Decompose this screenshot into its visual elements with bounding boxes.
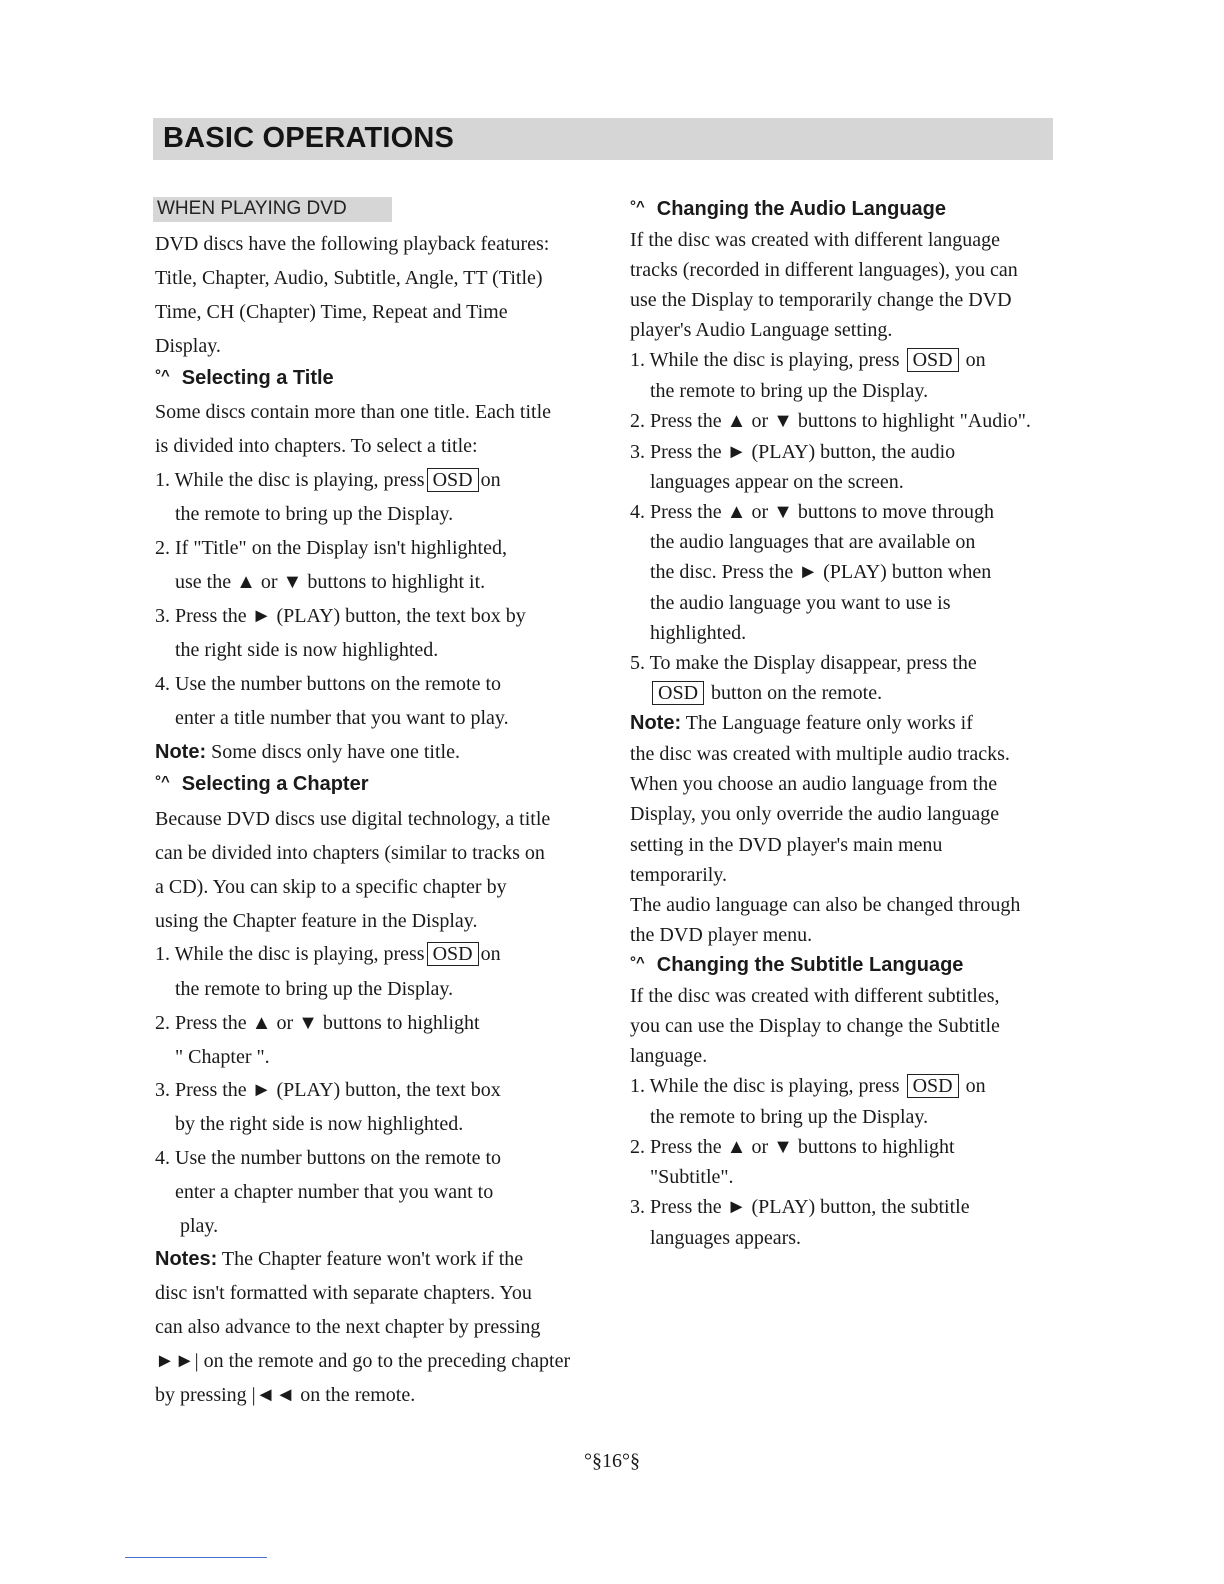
selecting-title-heading: °^ Selecting a Title xyxy=(155,367,334,389)
audio-note-line: The audio language can also be changed through xyxy=(630,894,1021,916)
section-tag-label: WHEN PLAYING DVD xyxy=(157,198,347,219)
osd-key: OSD xyxy=(907,1074,959,1098)
audio-step-4: 4. Press the ▲ or ▼ buttons to move through xyxy=(630,501,995,523)
osd-key: OSD xyxy=(427,942,479,966)
subtitle-step-3: 3. Press the ► (PLAY) button, the subtitle xyxy=(630,1196,970,1218)
section-tag xyxy=(153,197,392,222)
audio-language-heading: °^ Changing the Audio Language xyxy=(630,198,947,220)
chapter-step-line: enter a chapter number that you want to xyxy=(175,1181,494,1203)
audio-body-line: player's Audio Language setting. xyxy=(630,319,893,341)
title-body-line: is divided into chapters. To select a title: xyxy=(155,435,478,457)
subtitle-body-line: you can use the Display to change the Subtitle xyxy=(630,1015,1000,1037)
audio-note-line: When you choose an audio language from the xyxy=(630,773,998,795)
audio-step-2: 2. Press the ▲ or ▼ buttons to highlight "Audio". xyxy=(630,410,1031,432)
chapter-step-line: play. xyxy=(180,1215,219,1237)
title-step-1: 1. While the disc is playing, press OSD on xyxy=(155,469,501,491)
audio-step-line: highlighted. xyxy=(650,622,747,644)
audio-body-line: If the disc was created with different language xyxy=(630,229,1001,251)
title-body-line: Some discs contain more than one title. Each title xyxy=(155,401,552,423)
heading-bullet-icon: °^ xyxy=(630,198,645,215)
audio-note-line: the DVD player menu. xyxy=(630,924,813,946)
audio-step-line: OSD button on the remote. xyxy=(650,681,882,705)
chapter-step-1: 1. While the disc is playing, press OSD on xyxy=(155,943,501,965)
chapter-step-4: 4. Use the number buttons on the remote to xyxy=(155,1147,502,1169)
chapter-body-line: can be divided into chapters (similar to tracks on xyxy=(155,842,545,864)
chapter-step-line: by the right side is now highlighted. xyxy=(175,1113,464,1135)
audio-note: Note: The Language feature only works if xyxy=(630,712,973,734)
title-step-4: 4. Use the number buttons on the remote to xyxy=(155,673,502,695)
subtitle-body-line: If the disc was created with different subtitles, xyxy=(630,985,1000,1007)
title-step-line: the right side is now highlighted. xyxy=(175,639,439,661)
subtitle-language-heading: °^ Changing the Subtitle Language xyxy=(630,954,964,976)
chapter-notes-line: ►►| on the remote and go to the preceding chapter xyxy=(155,1350,571,1372)
chapter-step-line: " Chapter ". xyxy=(175,1046,270,1068)
audio-note-line: Display, you only override the audio language xyxy=(630,803,1000,825)
title-step-line: the remote to bring up the Display. xyxy=(175,503,454,525)
osd-key: OSD xyxy=(427,468,479,492)
title-step-line: use the ▲ or ▼ buttons to highlight it. xyxy=(175,571,486,593)
audio-body-line: tracks (recorded in different languages), you can xyxy=(630,259,1018,281)
chapter-notes-line: by pressing |◄◄ on the remote. xyxy=(155,1384,416,1406)
chapter-step-line: the remote to bring up the Display. xyxy=(175,978,454,1000)
bottom-rule xyxy=(125,1557,267,1558)
chapter-step-3: 3. Press the ► (PLAY) button, the text box xyxy=(155,1079,501,1101)
osd-key: OSD xyxy=(907,348,959,372)
heading-bullet-icon: °^ xyxy=(155,773,170,790)
intro-line: DVD discs have the following playback features: xyxy=(155,233,550,255)
subtitle-step-line: "Subtitle". xyxy=(650,1166,734,1188)
audio-step-3: 3. Press the ► (PLAY) button, the audio xyxy=(630,441,956,463)
audio-step-5: 5. To make the Display disappear, press the xyxy=(630,652,977,674)
subtitle-step-line: languages appears. xyxy=(650,1227,802,1249)
page-number: °§16°§ xyxy=(584,1450,640,1472)
audio-step-line: the audio languages that are available on xyxy=(650,531,976,553)
header-bar xyxy=(153,118,1053,160)
title-step-2: 2. If "Title" on the Display isn't highlighted, xyxy=(155,537,507,559)
selecting-chapter-heading: °^ Selecting a Chapter xyxy=(155,773,369,795)
audio-note-line: setting in the DVD player's main menu xyxy=(630,834,943,856)
audio-step-line: the remote to bring up the Display. xyxy=(650,380,929,402)
intro-line: Title, Chapter, Audio, Subtitle, Angle, TT (Title) xyxy=(155,267,543,289)
subtitle-body-line: language. xyxy=(630,1045,708,1067)
chapter-notes-line: disc isn't formatted with separate chapters. You xyxy=(155,1282,532,1304)
title-step-line: enter a title number that you want to play. xyxy=(175,707,509,729)
chapter-body-line: using the Chapter feature in the Display. xyxy=(155,910,478,932)
heading-bullet-icon: °^ xyxy=(155,367,170,384)
intro-line: Display. xyxy=(155,335,221,357)
osd-key: OSD xyxy=(652,681,704,705)
chapter-body-line: a CD). You can skip to a specific chapter by xyxy=(155,876,507,898)
page-title: BASIC OPERATIONS xyxy=(163,122,455,154)
audio-step-line: languages appear on the screen. xyxy=(650,471,904,493)
chapter-body-line: Because DVD discs use digital technology, a title xyxy=(155,808,551,830)
audio-body-line: use the Display to temporarily change the DVD xyxy=(630,289,1012,311)
audio-note-line: temporarily. xyxy=(630,864,728,886)
heading-bullet-icon: °^ xyxy=(630,954,645,971)
audio-step-1: 1. While the disc is playing, press OSD on xyxy=(630,349,986,371)
subtitle-step-line: the remote to bring up the Display. xyxy=(650,1106,929,1128)
title-step-3: 3. Press the ► (PLAY) button, the text box by xyxy=(155,605,526,627)
chapter-notes-line: can also advance to the next chapter by pressing xyxy=(155,1316,541,1338)
subtitle-step-2: 2. Press the ▲ or ▼ buttons to highlight xyxy=(630,1136,955,1158)
intro-line: Time, CH (Chapter) Time, Repeat and Time xyxy=(155,301,508,323)
title-note: Note: Some discs only have one title. xyxy=(155,741,460,763)
chapter-step-2: 2. Press the ▲ or ▼ buttons to highlight xyxy=(155,1012,480,1034)
chapter-notes: Notes: The Chapter feature won't work if the xyxy=(155,1248,524,1270)
audio-step-line: the disc. Press the ► (PLAY) button when xyxy=(650,561,992,583)
subtitle-step-1: 1. While the disc is playing, press OSD on xyxy=(630,1075,986,1097)
audio-note-line: the disc was created with multiple audio tracks. xyxy=(630,743,1010,765)
audio-step-line: the audio language you want to use is xyxy=(650,592,951,614)
